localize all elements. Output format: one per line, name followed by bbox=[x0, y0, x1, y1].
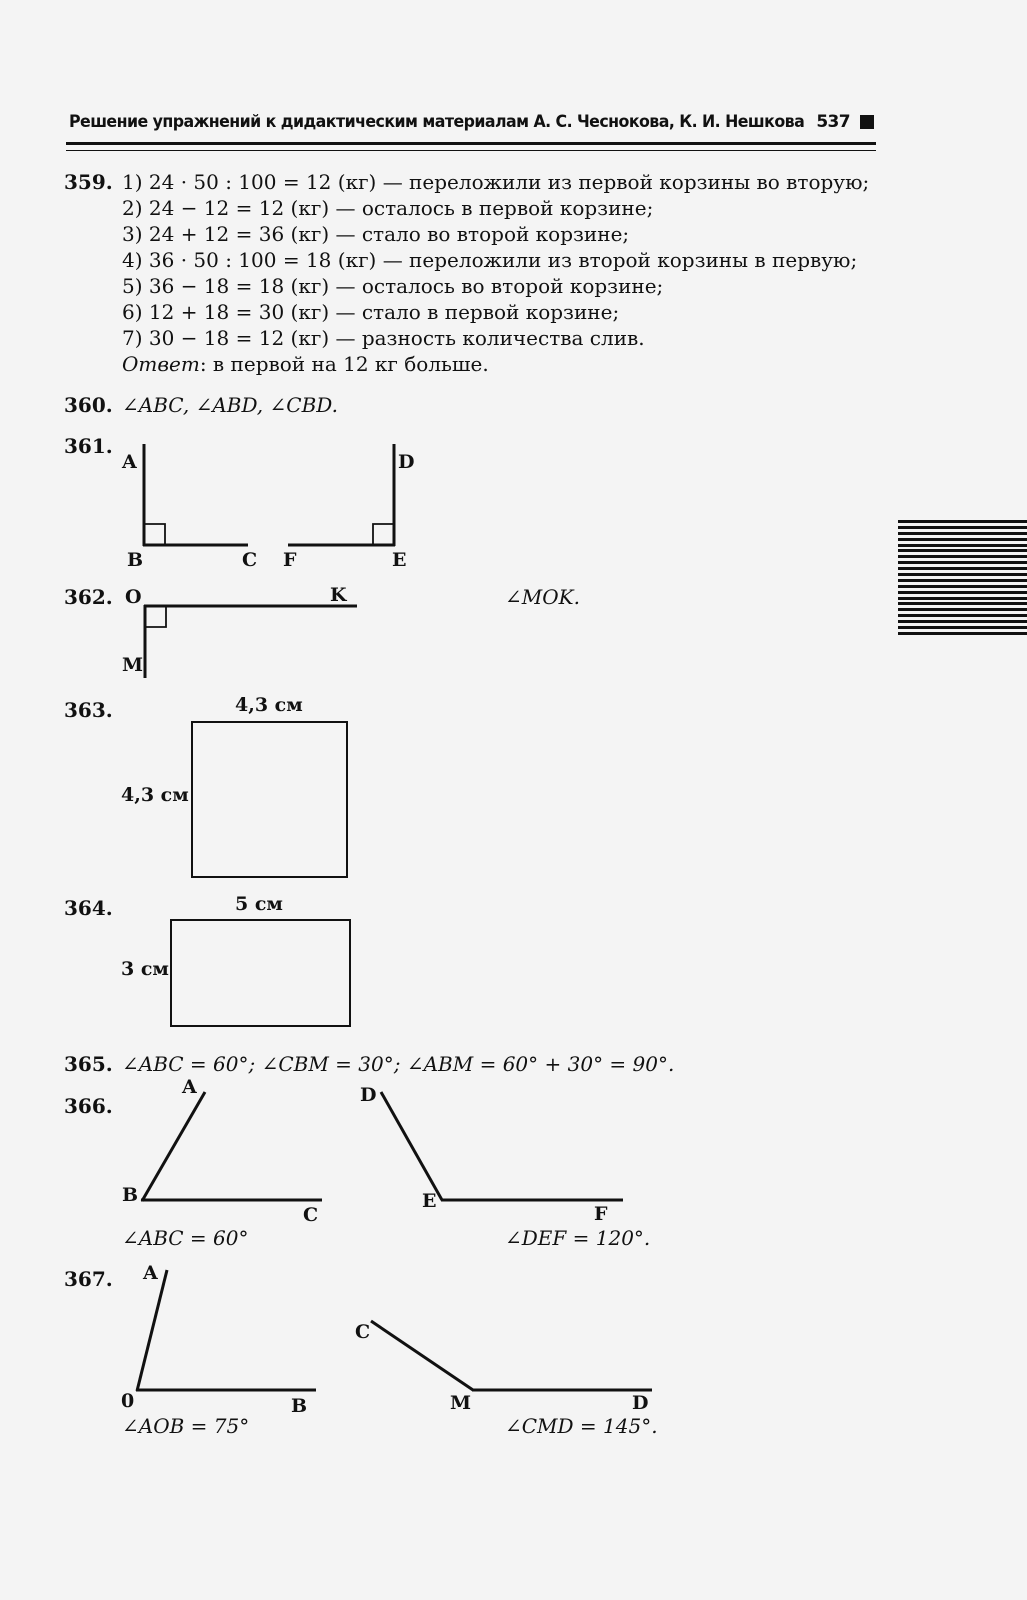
problem-number-359: 359. bbox=[64, 170, 113, 194]
angle-caption-left: ∠ABC = 60° bbox=[122, 1226, 249, 1250]
ray-MC-367 bbox=[371, 1321, 473, 1390]
solution-line: 6) 12 + 18 = 30 (кг) — стало в первой корзине; bbox=[122, 300, 620, 324]
dimension-label-side: 4,3 см bbox=[121, 784, 189, 806]
problem-number-360: 360. bbox=[64, 393, 113, 417]
problem-360-angles: ∠ABC, ∠ABD, ∠CBD. bbox=[122, 393, 338, 417]
point-label: M bbox=[122, 654, 144, 676]
header-title: Решение упражнений к дидактическим материалам А. С. Чеснокова, К. И. Нешкова bbox=[69, 112, 805, 132]
solution-line: 3) 24 + 12 = 36 (кг) — стало во второй корзине; bbox=[122, 222, 630, 246]
ray-OA-367 bbox=[137, 1270, 167, 1391]
answer-line bbox=[122, 352, 489, 376]
point-label: C bbox=[242, 549, 258, 571]
solution-line: 1) 24 · 50 : 100 = 12 (кг) — переложили из первой корзины во вторую; bbox=[122, 170, 870, 194]
point-label: O bbox=[125, 586, 142, 608]
dimension-label-side: 3 см bbox=[121, 958, 169, 980]
header-rule-thick bbox=[66, 142, 876, 145]
angle-caption-right: ∠CMD = 145°. bbox=[505, 1414, 658, 1438]
right-angle-mark-E bbox=[373, 524, 393, 545]
point-label: E bbox=[422, 1190, 437, 1212]
side-stripes-decoration bbox=[898, 520, 1027, 638]
rectangle-figure bbox=[170, 919, 351, 1027]
point-label: K bbox=[330, 584, 347, 606]
header-square-icon bbox=[860, 115, 874, 129]
point-label: 0 bbox=[121, 1390, 135, 1412]
point-label: C bbox=[355, 1321, 371, 1343]
problem-number-364: 364. bbox=[64, 896, 113, 920]
answer-text: : в первой на 12 кг больше. bbox=[199, 352, 489, 376]
point-label: B bbox=[291, 1395, 308, 1417]
point-label: D bbox=[360, 1084, 377, 1106]
point-label: C bbox=[303, 1204, 319, 1226]
angle-caption-left: ∠AOB = 75° bbox=[122, 1414, 250, 1438]
problem-number-367: 367. bbox=[64, 1267, 113, 1291]
solution-line: 7) 30 − 18 = 12 (кг) — разность количества слив. bbox=[122, 326, 645, 350]
point-label: B bbox=[122, 1184, 139, 1206]
problem-number-365: 365. bbox=[64, 1052, 113, 1076]
problem-number-361: 361. bbox=[64, 434, 113, 458]
point-label: B bbox=[127, 549, 144, 571]
right-angle-mark-O bbox=[146, 607, 166, 627]
point-label: D bbox=[398, 451, 415, 473]
problem-number-366: 366. bbox=[64, 1094, 113, 1118]
solution-line: 5) 36 − 18 = 18 (кг) — осталось во второй корзине; bbox=[122, 274, 664, 298]
point-label: D bbox=[632, 1392, 649, 1414]
point-label: A bbox=[143, 1262, 158, 1284]
header-rule-thin bbox=[66, 150, 876, 151]
ray-ED-366 bbox=[381, 1092, 442, 1200]
point-label: M bbox=[450, 1392, 472, 1414]
problem-365-angles: ∠ABC = 60°; ∠CBM = 30°; ∠ABM = 60° + 30° = 90°. bbox=[122, 1052, 675, 1076]
point-label: F bbox=[594, 1203, 608, 1225]
problem-number-363: 363. bbox=[64, 698, 113, 722]
solution-line: 2) 24 − 12 = 12 (кг) — осталось в первой корзине; bbox=[122, 196, 654, 220]
point-label: F bbox=[283, 549, 297, 571]
problem-362-answer: ∠MOK. bbox=[505, 585, 580, 609]
angle-caption-right: ∠DEF = 120°. bbox=[505, 1226, 651, 1250]
answer-label: Ответ bbox=[122, 352, 200, 376]
point-label: E bbox=[392, 549, 407, 571]
point-label: A bbox=[122, 451, 137, 473]
dimension-label-top: 5 см bbox=[235, 893, 283, 915]
right-angle-mark-B bbox=[145, 524, 165, 545]
page-number: 537 bbox=[816, 112, 850, 132]
point-label: A bbox=[182, 1076, 197, 1098]
problem-number-362: 362. bbox=[64, 585, 113, 609]
page-header bbox=[66, 110, 876, 136]
ray-BA-366 bbox=[142, 1092, 205, 1201]
dimension-label-top: 4,3 см bbox=[235, 694, 303, 716]
solution-line: 4) 36 · 50 : 100 = 18 (кг) — переложили из второй корзины в первую; bbox=[122, 248, 858, 272]
square-figure bbox=[191, 721, 348, 878]
